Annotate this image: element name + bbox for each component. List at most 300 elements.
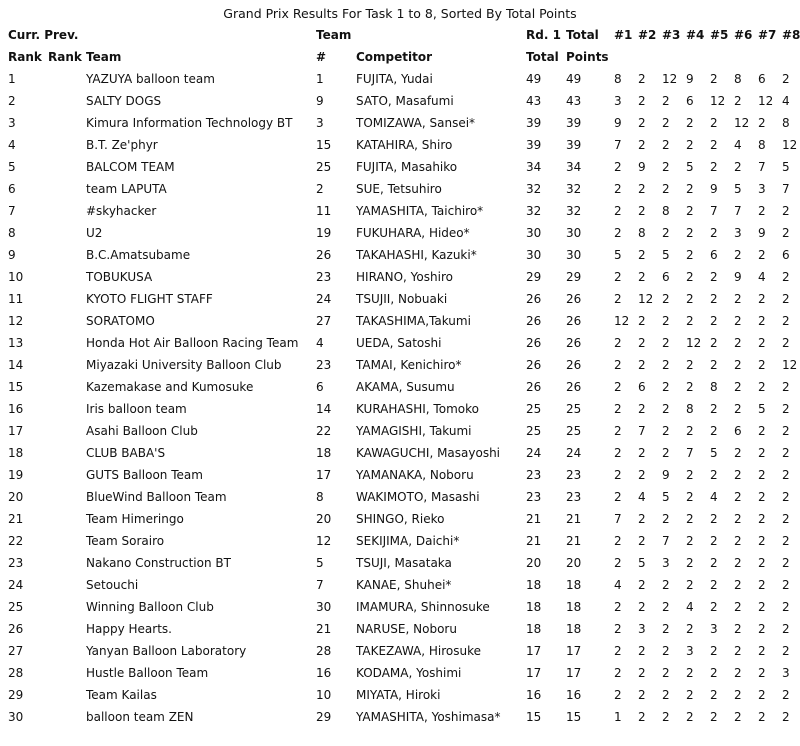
- team-cell: Nakano Construction BT: [86, 556, 231, 570]
- task-8-cell: 2: [782, 424, 790, 438]
- header-task-2: #2: [638, 28, 657, 42]
- team-number-cell: 29: [316, 710, 332, 724]
- rank-cell: 30: [8, 710, 24, 724]
- task-7-cell: 2: [758, 314, 766, 328]
- team-number-cell: 7: [316, 578, 324, 592]
- task-5-cell: 2: [710, 72, 718, 86]
- task-5-cell: 5: [710, 446, 718, 460]
- task-5-cell: 2: [710, 534, 718, 548]
- task-1-cell: 2: [614, 182, 622, 196]
- rd1-total-cell: 32: [526, 182, 542, 196]
- task-5-cell: 2: [710, 292, 718, 306]
- task-5-cell: 2: [710, 578, 718, 592]
- rank-cell: 14: [8, 358, 24, 372]
- task-4-cell: 4: [686, 600, 694, 614]
- task-7-cell: 2: [758, 710, 766, 724]
- team-number-cell: 30: [316, 600, 332, 614]
- prev-rank-cell: [40, 200, 78, 222]
- task-8-cell: 7: [782, 182, 790, 196]
- task-6-cell: 2: [734, 336, 742, 350]
- task-7-cell: 2: [758, 578, 766, 592]
- task-7-cell: 2: [758, 512, 766, 526]
- table-row: [0, 530, 800, 552]
- task-3-cell: 2: [662, 600, 670, 614]
- task-3-cell: 3: [662, 556, 670, 570]
- total-points-cell: 20: [566, 556, 582, 570]
- competitor-cell: NARUSE, Noboru: [356, 622, 457, 636]
- task-2-cell: 2: [638, 666, 646, 680]
- task-7-cell: 2: [758, 622, 766, 636]
- rank-cell: 5: [8, 160, 16, 174]
- table-row: [0, 464, 800, 486]
- task-8-cell: 2: [782, 72, 790, 86]
- total-points-cell: 24: [566, 446, 582, 460]
- competitor-cell: AKAMA, Susumu: [356, 380, 455, 394]
- rank-cell: 9: [8, 248, 16, 262]
- rank-cell: 1: [8, 72, 16, 86]
- task-1-cell: 2: [614, 490, 622, 504]
- competitor-cell: FUJITA, Masahiko: [356, 160, 458, 174]
- total-points-cell: 32: [566, 182, 582, 196]
- task-5-cell: 4: [710, 490, 718, 504]
- team-cell: Miyazaki University Balloon Club: [86, 358, 282, 372]
- task-2-cell: 3: [638, 622, 646, 636]
- task-7-cell: 2: [758, 600, 766, 614]
- team-number-cell: 26: [316, 248, 332, 262]
- team-cell: Setouchi: [86, 578, 139, 592]
- task-7-cell: 2: [758, 204, 766, 218]
- team-cell: KYOTO FLIGHT STAFF: [86, 292, 213, 306]
- total-points-cell: 21: [566, 512, 582, 526]
- task-8-cell: 2: [782, 226, 790, 240]
- task-8-cell: 2: [782, 710, 790, 724]
- task-7-cell: 8: [758, 138, 766, 152]
- task-6-cell: 2: [734, 402, 742, 416]
- task-6-cell: 2: [734, 292, 742, 306]
- prev-rank-cell: [40, 574, 78, 596]
- rd1-total-cell: 30: [526, 248, 542, 262]
- task-1-cell: 1: [614, 710, 622, 724]
- team-cell: Team Sorairo: [86, 534, 165, 548]
- task-7-cell: 2: [758, 336, 766, 350]
- task-2-cell: 7: [638, 424, 646, 438]
- rd1-total-cell: 32: [526, 204, 542, 218]
- total-points-cell: 39: [566, 138, 582, 152]
- team-cell: BALCOM TEAM: [86, 160, 175, 174]
- competitor-cell: TSUJII, Nobuaki: [356, 292, 448, 306]
- competitor-cell: UEDA, Satoshi: [356, 336, 442, 350]
- results-caption: Grand Prix Results For Task 1 to 8, Sorted By Total Points: [223, 6, 577, 21]
- task-5-cell: 2: [710, 512, 718, 526]
- task-3-cell: 7: [662, 534, 670, 548]
- task-3-cell: 2: [662, 666, 670, 680]
- table-row: [0, 684, 800, 706]
- task-5-cell: 2: [710, 644, 718, 658]
- competitor-cell: MIYATA, Hiroki: [356, 688, 441, 702]
- team-cell: TOBUKUSA: [86, 270, 153, 284]
- task-5-cell: 2: [710, 688, 718, 702]
- task-2-cell: 2: [638, 468, 646, 482]
- task-4-cell: 2: [686, 358, 694, 372]
- task-8-cell: 2: [782, 380, 790, 394]
- task-7-cell: 2: [758, 446, 766, 460]
- prev-rank-cell: [40, 706, 78, 728]
- task-5-cell: 2: [710, 600, 718, 614]
- competitor-cell: KANAE, Shuhei*: [356, 578, 452, 592]
- team-cell: Kazemakase and Kumosuke: [86, 380, 254, 394]
- task-6-cell: 2: [734, 94, 742, 108]
- task-7-cell: 2: [758, 556, 766, 570]
- competitor-cell: KODAMA, Yoshimi: [356, 666, 462, 680]
- rank-cell: 11: [8, 292, 24, 306]
- header-task-7: #7: [758, 28, 777, 42]
- rd1-total-cell: 34: [526, 160, 542, 174]
- total-points-cell: 30: [566, 248, 582, 262]
- team-cell: Winning Balloon Club: [86, 600, 214, 614]
- task-2-cell: 2: [638, 644, 646, 658]
- total-points-cell: 21: [566, 534, 582, 548]
- rank-cell: 21: [8, 512, 24, 526]
- task-1-cell: 2: [614, 270, 622, 284]
- task-3-cell: 2: [662, 160, 670, 174]
- task-4-cell: 2: [686, 512, 694, 526]
- total-points-cell: 15: [566, 710, 582, 724]
- task-3-cell: 2: [662, 578, 670, 592]
- team-number-cell: 24: [316, 292, 332, 306]
- task-1-cell: 7: [614, 138, 622, 152]
- competitor-cell: TAMAI, Kenichiro*: [356, 358, 462, 372]
- table-row: [0, 574, 800, 596]
- competitor-cell: TAKASHIMA,Takumi: [356, 314, 471, 328]
- total-points-cell: 32: [566, 204, 582, 218]
- rank-cell: 16: [8, 402, 24, 416]
- team-cell: Yanyan Balloon Laboratory: [86, 644, 247, 658]
- total-points-cell: 39: [566, 116, 582, 130]
- header-competitor: Competitor: [356, 50, 433, 64]
- task-4-cell: 6: [686, 94, 694, 108]
- task-4-cell: 2: [686, 688, 694, 702]
- task-2-cell: 2: [638, 402, 646, 416]
- team-number-cell: 21: [316, 622, 332, 636]
- team-cell: #skyhacker: [86, 204, 157, 218]
- header-number: #: [316, 50, 327, 64]
- task-3-cell: 2: [662, 292, 670, 306]
- task-8-cell: 2: [782, 292, 790, 306]
- table-row: [0, 200, 800, 222]
- table-row: [0, 398, 800, 420]
- task-8-cell: 2: [782, 490, 790, 504]
- task-6-cell: 2: [734, 710, 742, 724]
- task-5-cell: 2: [710, 468, 718, 482]
- prev-rank-cell: [40, 134, 78, 156]
- task-3-cell: 2: [662, 314, 670, 328]
- task-2-cell: 2: [638, 358, 646, 372]
- task-8-cell: 2: [782, 512, 790, 526]
- rank-cell: 3: [8, 116, 16, 130]
- task-1-cell: 2: [614, 358, 622, 372]
- rd1-total-cell: 25: [526, 402, 542, 416]
- task-1-cell: 2: [614, 336, 622, 350]
- task-6-cell: 2: [734, 358, 742, 372]
- task-6-cell: 2: [734, 600, 742, 614]
- prev-rank-cell: [40, 530, 78, 552]
- task-3-cell: 2: [662, 380, 670, 394]
- task-3-cell: 2: [662, 424, 670, 438]
- table-row: [0, 354, 800, 376]
- prev-rank-cell: [40, 310, 78, 332]
- rd1-total-cell: 17: [526, 666, 542, 680]
- task-7-cell: 7: [758, 160, 766, 174]
- competitor-cell: KATAHIRA, Shiro: [356, 138, 453, 152]
- team-number-cell: 1: [316, 72, 324, 86]
- task-5-cell: 3: [710, 622, 718, 636]
- task-8-cell: 2: [782, 688, 790, 702]
- competitor-cell: YAMANAKA, Noboru: [356, 468, 474, 482]
- task-7-cell: 5: [758, 402, 766, 416]
- task-4-cell: 2: [686, 292, 694, 306]
- header-total: Total: [566, 28, 599, 42]
- task-6-cell: 7: [734, 204, 742, 218]
- task-7-cell: 2: [758, 380, 766, 394]
- task-1-cell: 2: [614, 556, 622, 570]
- task-5-cell: 6: [710, 248, 718, 262]
- task-6-cell: 4: [734, 138, 742, 152]
- team-number-cell: 6: [316, 380, 324, 394]
- prev-rank-cell: [40, 442, 78, 464]
- task-3-cell: 2: [662, 226, 670, 240]
- table-row: [0, 332, 800, 354]
- total-points-cell: 26: [566, 292, 582, 306]
- rank-cell: 2: [8, 94, 16, 108]
- table-row: [0, 706, 800, 728]
- task-7-cell: 2: [758, 116, 766, 130]
- rank-cell: 28: [8, 666, 24, 680]
- rank-cell: 20: [8, 490, 24, 504]
- table-row: [0, 90, 800, 112]
- task-6-cell: 2: [734, 666, 742, 680]
- task-2-cell: 2: [638, 182, 646, 196]
- task-2-cell: 2: [638, 116, 646, 130]
- task-4-cell: 12: [686, 336, 702, 350]
- task-5-cell: 12: [710, 94, 726, 108]
- task-8-cell: 2: [782, 402, 790, 416]
- team-cell: BlueWind Balloon Team: [86, 490, 227, 504]
- task-8-cell: 2: [782, 600, 790, 614]
- team-cell: U2: [86, 226, 103, 240]
- header-row-2: [0, 46, 800, 68]
- team-cell: Team Kailas: [86, 688, 157, 702]
- table-row: [0, 662, 800, 684]
- task-5-cell: 2: [710, 314, 718, 328]
- prev-rank-cell: [40, 398, 78, 420]
- task-1-cell: 2: [614, 446, 622, 460]
- header-rd1: Rd. 1: [526, 28, 561, 42]
- team-cell: Hustle Balloon Team: [86, 666, 209, 680]
- task-4-cell: 2: [686, 622, 694, 636]
- prev-rank-cell: [40, 420, 78, 442]
- task-1-cell: 8: [614, 72, 622, 86]
- task-4-cell: 2: [686, 468, 694, 482]
- task-4-cell: 2: [686, 534, 694, 548]
- header-prev-rank: Rank: [48, 50, 82, 64]
- prev-rank-cell: [40, 464, 78, 486]
- results-table: [0, 24, 800, 728]
- rd1-total-cell: 26: [526, 358, 542, 372]
- task-8-cell: 12: [782, 358, 798, 372]
- task-5-cell: 7: [710, 204, 718, 218]
- task-7-cell: 4: [758, 270, 766, 284]
- team-cell: Asahi Balloon Club: [86, 424, 198, 438]
- task-2-cell: 2: [638, 578, 646, 592]
- task-1-cell: 4: [614, 578, 622, 592]
- total-points-cell: 17: [566, 644, 582, 658]
- task-1-cell: 12: [614, 314, 630, 328]
- team-number-cell: 12: [316, 534, 332, 548]
- task-3-cell: 6: [662, 270, 670, 284]
- task-1-cell: 2: [614, 688, 622, 702]
- task-6-cell: 2: [734, 468, 742, 482]
- prev-rank-cell: [40, 244, 78, 266]
- task-3-cell: 2: [662, 336, 670, 350]
- task-8-cell: 2: [782, 446, 790, 460]
- prev-rank-cell: [40, 684, 78, 706]
- task-5-cell: 2: [710, 666, 718, 680]
- table-row: [0, 112, 800, 134]
- competitor-cell: SUE, Tetsuhiro: [356, 182, 442, 196]
- task-3-cell: 2: [662, 512, 670, 526]
- prev-rank-cell: [40, 552, 78, 574]
- team-number-cell: 20: [316, 512, 332, 526]
- rank-cell: 13: [8, 336, 24, 350]
- team-number-cell: 22: [316, 424, 332, 438]
- total-points-cell: 18: [566, 578, 582, 592]
- rd1-total-cell: 18: [526, 622, 542, 636]
- task-5-cell: 2: [710, 358, 718, 372]
- task-8-cell: 2: [782, 204, 790, 218]
- rank-cell: 26: [8, 622, 24, 636]
- team-number-cell: 2: [316, 182, 324, 196]
- total-points-cell: 30: [566, 226, 582, 240]
- task-3-cell: 2: [662, 710, 670, 724]
- team-cell: Team Himeringo: [86, 512, 184, 526]
- task-8-cell: 12: [782, 138, 798, 152]
- competitor-cell: SEKIJIMA, Daichi*: [356, 534, 460, 548]
- rd1-total-cell: 23: [526, 468, 542, 482]
- task-6-cell: 2: [734, 534, 742, 548]
- rd1-total-cell: 16: [526, 688, 542, 702]
- table-row: [0, 244, 800, 266]
- task-4-cell: 2: [686, 226, 694, 240]
- competitor-cell: YAMASHITA, Yoshimasa*: [356, 710, 501, 724]
- task-5-cell: 2: [710, 336, 718, 350]
- total-points-cell: 18: [566, 622, 582, 636]
- task-2-cell: 2: [638, 446, 646, 460]
- team-number-cell: 25: [316, 160, 332, 174]
- rank-cell: 24: [8, 578, 24, 592]
- total-points-cell: 43: [566, 94, 582, 108]
- task-7-cell: 2: [758, 424, 766, 438]
- rank-cell: 7: [8, 204, 16, 218]
- task-2-cell: 9: [638, 160, 646, 174]
- competitor-cell: FUJITA, Yudai: [356, 72, 433, 86]
- task-3-cell: 2: [662, 358, 670, 372]
- rd1-total-cell: 30: [526, 226, 542, 240]
- task-5-cell: 2: [710, 116, 718, 130]
- task-8-cell: 2: [782, 644, 790, 658]
- task-2-cell: 5: [638, 556, 646, 570]
- competitor-cell: YAMASHITA, Taichiro*: [356, 204, 484, 218]
- prev-rank-cell: [40, 596, 78, 618]
- prev-rank-cell: [40, 222, 78, 244]
- team-number-cell: 18: [316, 446, 332, 460]
- prev-rank-cell: [40, 90, 78, 112]
- task-1-cell: 2: [614, 622, 622, 636]
- task-5-cell: 2: [710, 402, 718, 416]
- prev-rank-cell: [40, 376, 78, 398]
- task-4-cell: 2: [686, 424, 694, 438]
- header-task-8: #8: [782, 28, 800, 42]
- prev-rank-cell: [40, 156, 78, 178]
- total-points-cell: 18: [566, 600, 582, 614]
- task-4-cell: 2: [686, 204, 694, 218]
- task-2-cell: 12: [638, 292, 654, 306]
- header-team-number: Team: [316, 28, 352, 42]
- task-1-cell: 2: [614, 292, 622, 306]
- task-5-cell: 2: [710, 424, 718, 438]
- rd1-total-cell: 39: [526, 116, 542, 130]
- task-5-cell: 2: [710, 556, 718, 570]
- team-cell: Happy Hearts.: [86, 622, 172, 636]
- table-row: [0, 178, 800, 200]
- task-6-cell: 2: [734, 622, 742, 636]
- task-6-cell: 2: [734, 556, 742, 570]
- prev-rank-cell: [40, 266, 78, 288]
- team-cell: SORATOMO: [86, 314, 155, 328]
- rd1-total-cell: 49: [526, 72, 542, 86]
- prev-rank-cell: [40, 178, 78, 200]
- task-4-cell: 2: [686, 380, 694, 394]
- team-cell: Iris balloon team: [86, 402, 187, 416]
- task-6-cell: 2: [734, 446, 742, 460]
- rank-cell: 29: [8, 688, 24, 702]
- header-task-1: #1: [614, 28, 633, 42]
- table-row: [0, 310, 800, 332]
- task-4-cell: 2: [686, 490, 694, 504]
- task-3-cell: 5: [662, 248, 670, 262]
- team-number-cell: 8: [316, 490, 324, 504]
- task-2-cell: 2: [638, 336, 646, 350]
- task-4-cell: 2: [686, 314, 694, 328]
- table-row: [0, 68, 800, 90]
- team-cell: GUTS Balloon Team: [86, 468, 203, 482]
- task-4-cell: 7: [686, 446, 694, 460]
- rank-cell: 8: [8, 226, 16, 240]
- task-1-cell: 2: [614, 424, 622, 438]
- task-3-cell: 2: [662, 446, 670, 460]
- prev-rank-cell: [40, 332, 78, 354]
- task-2-cell: 2: [638, 94, 646, 108]
- task-2-cell: 4: [638, 490, 646, 504]
- task-4-cell: 3: [686, 644, 694, 658]
- table-row: [0, 266, 800, 288]
- team-number-cell: 15: [316, 138, 332, 152]
- rd1-total-cell: 18: [526, 600, 542, 614]
- task-6-cell: 2: [734, 490, 742, 504]
- task-4-cell: 9: [686, 72, 694, 86]
- prev-rank-cell: [40, 112, 78, 134]
- task-5-cell: 2: [710, 138, 718, 152]
- task-1-cell: 2: [614, 204, 622, 218]
